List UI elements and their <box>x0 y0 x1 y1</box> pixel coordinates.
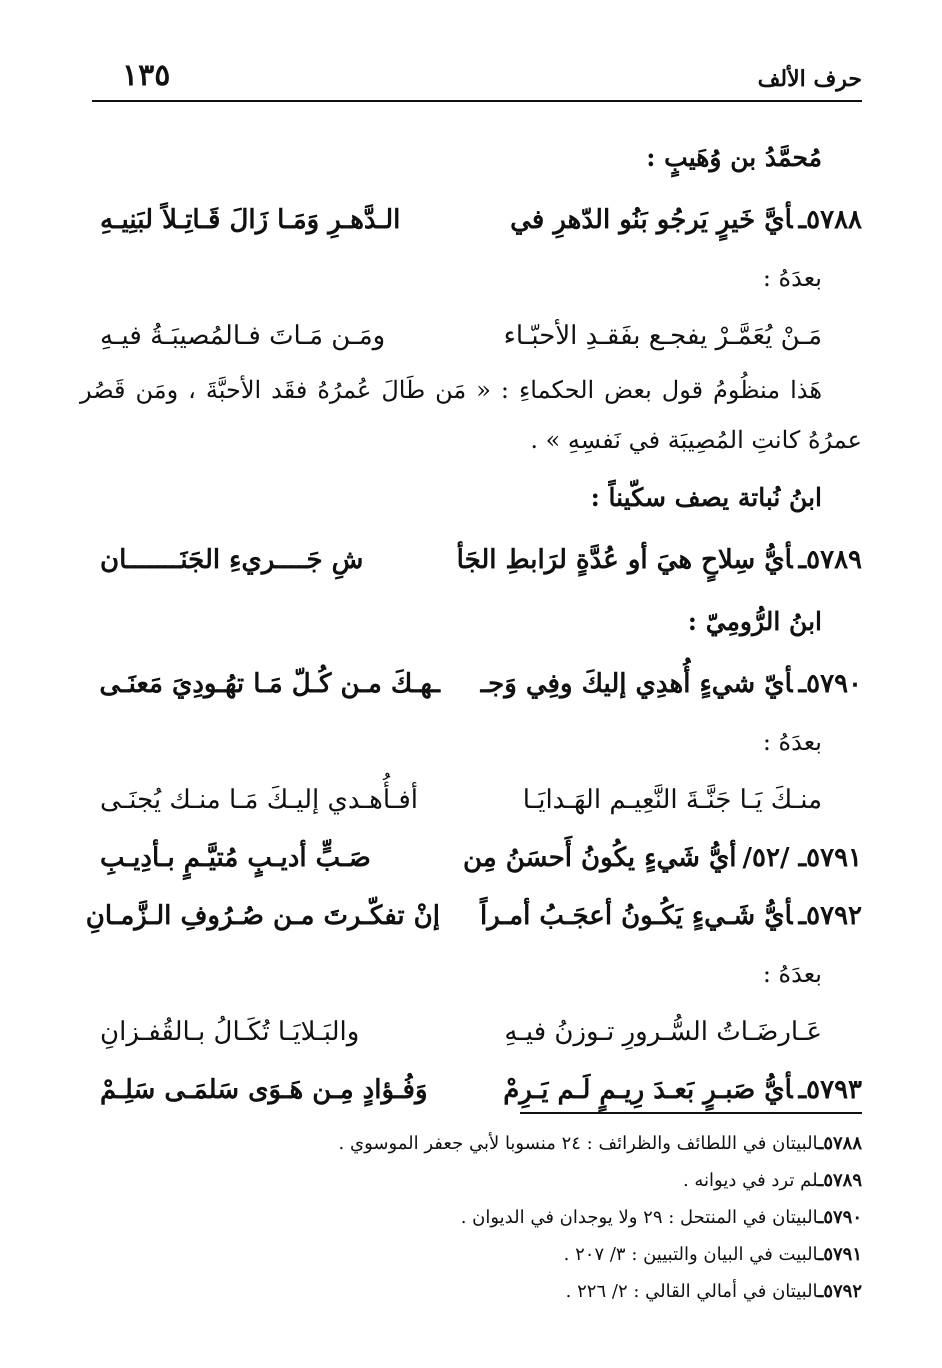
verse-second-hemistich: الـدَّهـرِ وَمَـا زَالَ قَـاتِـلاً لبَنِيـهِ <box>100 205 401 235</box>
verse-number: ٥٧٩٣ـ <box>798 1075 862 1105</box>
footnote-text: البيتان في أمالي القالي : ٢/ ٢٢٦ . <box>565 1281 819 1302</box>
footnote-number: ٥٧٨٩ـ <box>818 1170 862 1191</box>
page-number: ١٣٥ <box>122 58 171 93</box>
verse-number: ٥٧٩١ـ /٥٢/ <box>742 843 862 873</box>
footnote <box>92 1236 862 1273</box>
verse-number: ٥٧٨٨ـ <box>798 205 862 235</box>
poet-attribution: ابنُ نُباتة يصف سكّيناً : <box>590 483 822 512</box>
verse-first-hemistich <box>523 785 822 815</box>
verse-line <box>100 1061 862 1119</box>
footnote <box>92 1125 862 1162</box>
hemistich-a-text: أيُّ صَبـرٍ بَعـدَ رِيـمٍ لَـم يَـرِمْ <box>503 1075 793 1105</box>
commentary-paragraph: هَذا منظُومُ قول بعض الحكماءِ : « مَن طَالَ عُمرُهُ فقَد الأحبَّةَ ، ومَن قَصُر عمرُهُ كانتِ المُصِيبَة في نَفسِهِ » . <box>80 376 862 454</box>
prose-wrapper <box>80 365 862 465</box>
page-body <box>80 125 862 1119</box>
footnote-text: البيتان في المنتحل : ٢٩ ولا يوجدان في الديوان . <box>460 1207 819 1228</box>
page-header <box>92 52 862 100</box>
footnote-number: ٥٧٩٠ـ <box>818 1207 862 1228</box>
verse-number: ٥٧٨٩ـ <box>798 545 862 575</box>
header-rule <box>92 100 862 102</box>
hemistich-a-text: مَـنْ يُعَمَّـرْ يفجـع بفَقـدِ الأحبّـاء <box>503 321 822 351</box>
hemistich-a-text: أيُّ شَـيءٍ يَكُـونُ أعجَـبُ أمـراً <box>479 901 793 931</box>
verse-second-hemistich: إنْ تفكّـرتَ مـن صُـرُوفِ الـزَّمـانِ <box>85 901 440 931</box>
verse-line <box>100 771 862 829</box>
footnote-number: ٥٧٩١ـ <box>818 1244 862 1265</box>
verse-first-hemistich <box>510 205 862 235</box>
hemistich-a-text: أيّ شيءٍ أُهدِي إليكَ وفِي وَجـ <box>480 669 793 699</box>
verse-line <box>100 1003 862 1061</box>
ba3dahu-label: بعدَهُ : <box>762 728 822 756</box>
verse-second-hemistich: والبَـلايَـا تُكَـالُ بـالقُفـزانِ <box>100 1017 360 1047</box>
verse-line <box>100 307 862 365</box>
footnote <box>92 1199 862 1236</box>
footnote-text: البيتان في اللطائف والظرائف : ٢٤ منسوبا لأبي جعفر الموسوي . <box>338 1133 819 1154</box>
footnotes <box>92 1125 862 1310</box>
verse-second-hemistich: وَفُـؤادٍ مِـن هَـوَى سَلمَـى سَلِـمْ <box>100 1075 428 1105</box>
verse-line <box>100 655 862 713</box>
footnote-text: البيت في البيان والتبيين : ٣/ ٢٠٧ . <box>563 1244 819 1265</box>
footnote <box>92 1273 862 1310</box>
verse-number: ٥٧٩٠ـ <box>798 669 862 699</box>
verse-first-hemistich <box>457 545 862 575</box>
verse-line <box>100 531 862 589</box>
hemistich-a-text: منـكَ يَـا جَنَّـةَ النَّعِيـم الهَـدايَـا <box>522 785 822 815</box>
verse-first-hemistich <box>503 1075 862 1105</box>
verse-first-hemistich <box>504 1017 822 1047</box>
footnote-rule <box>520 1112 862 1114</box>
verse-number: ٥٧٩٢ـ <box>798 901 862 931</box>
ba3dahu-label: بعدَهُ : <box>762 264 822 292</box>
hemistich-a-text: أيُّ سِلاحٍ هيَ أو عُدَّةٍ لرَابطِ الجَأ <box>456 545 793 575</box>
verse-second-hemistich: ومَـن مَـاتَ فـالمُصيبَـةُ فيـهِ <box>100 321 386 351</box>
verse-second-hemistich: شِ جَــــريءِ الجَنَـــــــان <box>100 545 364 575</box>
verse-second-hemistich: ـهـكَ مـن كُـلّ مَـا تهُـودِيَ مَعنَـى <box>99 669 440 699</box>
hemistich-a-text: أيَّ خَيرٍ يَرجُو بَنُو الدّهرِ في <box>510 205 793 235</box>
running-title: حرف الألف <box>757 66 862 92</box>
footnote-number: ٥٧٩٢ـ <box>818 1281 862 1302</box>
verse-second-hemistich: أفـأُهـدي إليـكَ مَـا منـك يُجنَـى <box>100 785 419 815</box>
verse-first-hemistich <box>481 669 862 699</box>
hemistich-a-text: عَـارضَـاتُ السُّـرورِ تـوزنُ فيـهِ <box>504 1017 822 1047</box>
verse-line <box>100 191 862 249</box>
footnote <box>92 1162 862 1199</box>
ba3dahu-label: بعدَهُ : <box>762 960 822 988</box>
verse-line <box>85 887 862 945</box>
verse-first-hemistich <box>504 321 822 351</box>
verse-second-hemistich: صَـبٍّ أديـبٍ مُتيَّـمٍ بـأدِيـبِ <box>100 843 371 873</box>
footnote-text: لم ترد في ديوانه . <box>682 1170 819 1191</box>
poet-attribution: ابنُ الرُّومِيّ : <box>687 607 822 636</box>
poet-attribution: مُحمَّدُ بن وُهَيبٍ : <box>646 143 822 172</box>
verse-first-hemistich <box>463 843 862 873</box>
footnote-number: ٥٧٨٨ـ <box>818 1133 862 1154</box>
verse-first-hemistich <box>480 901 862 931</box>
hemistich-a-text: أيُّ شَيءٍ يكُونُ أَحسَنُ مِن <box>462 843 737 873</box>
verse-line <box>100 829 862 887</box>
